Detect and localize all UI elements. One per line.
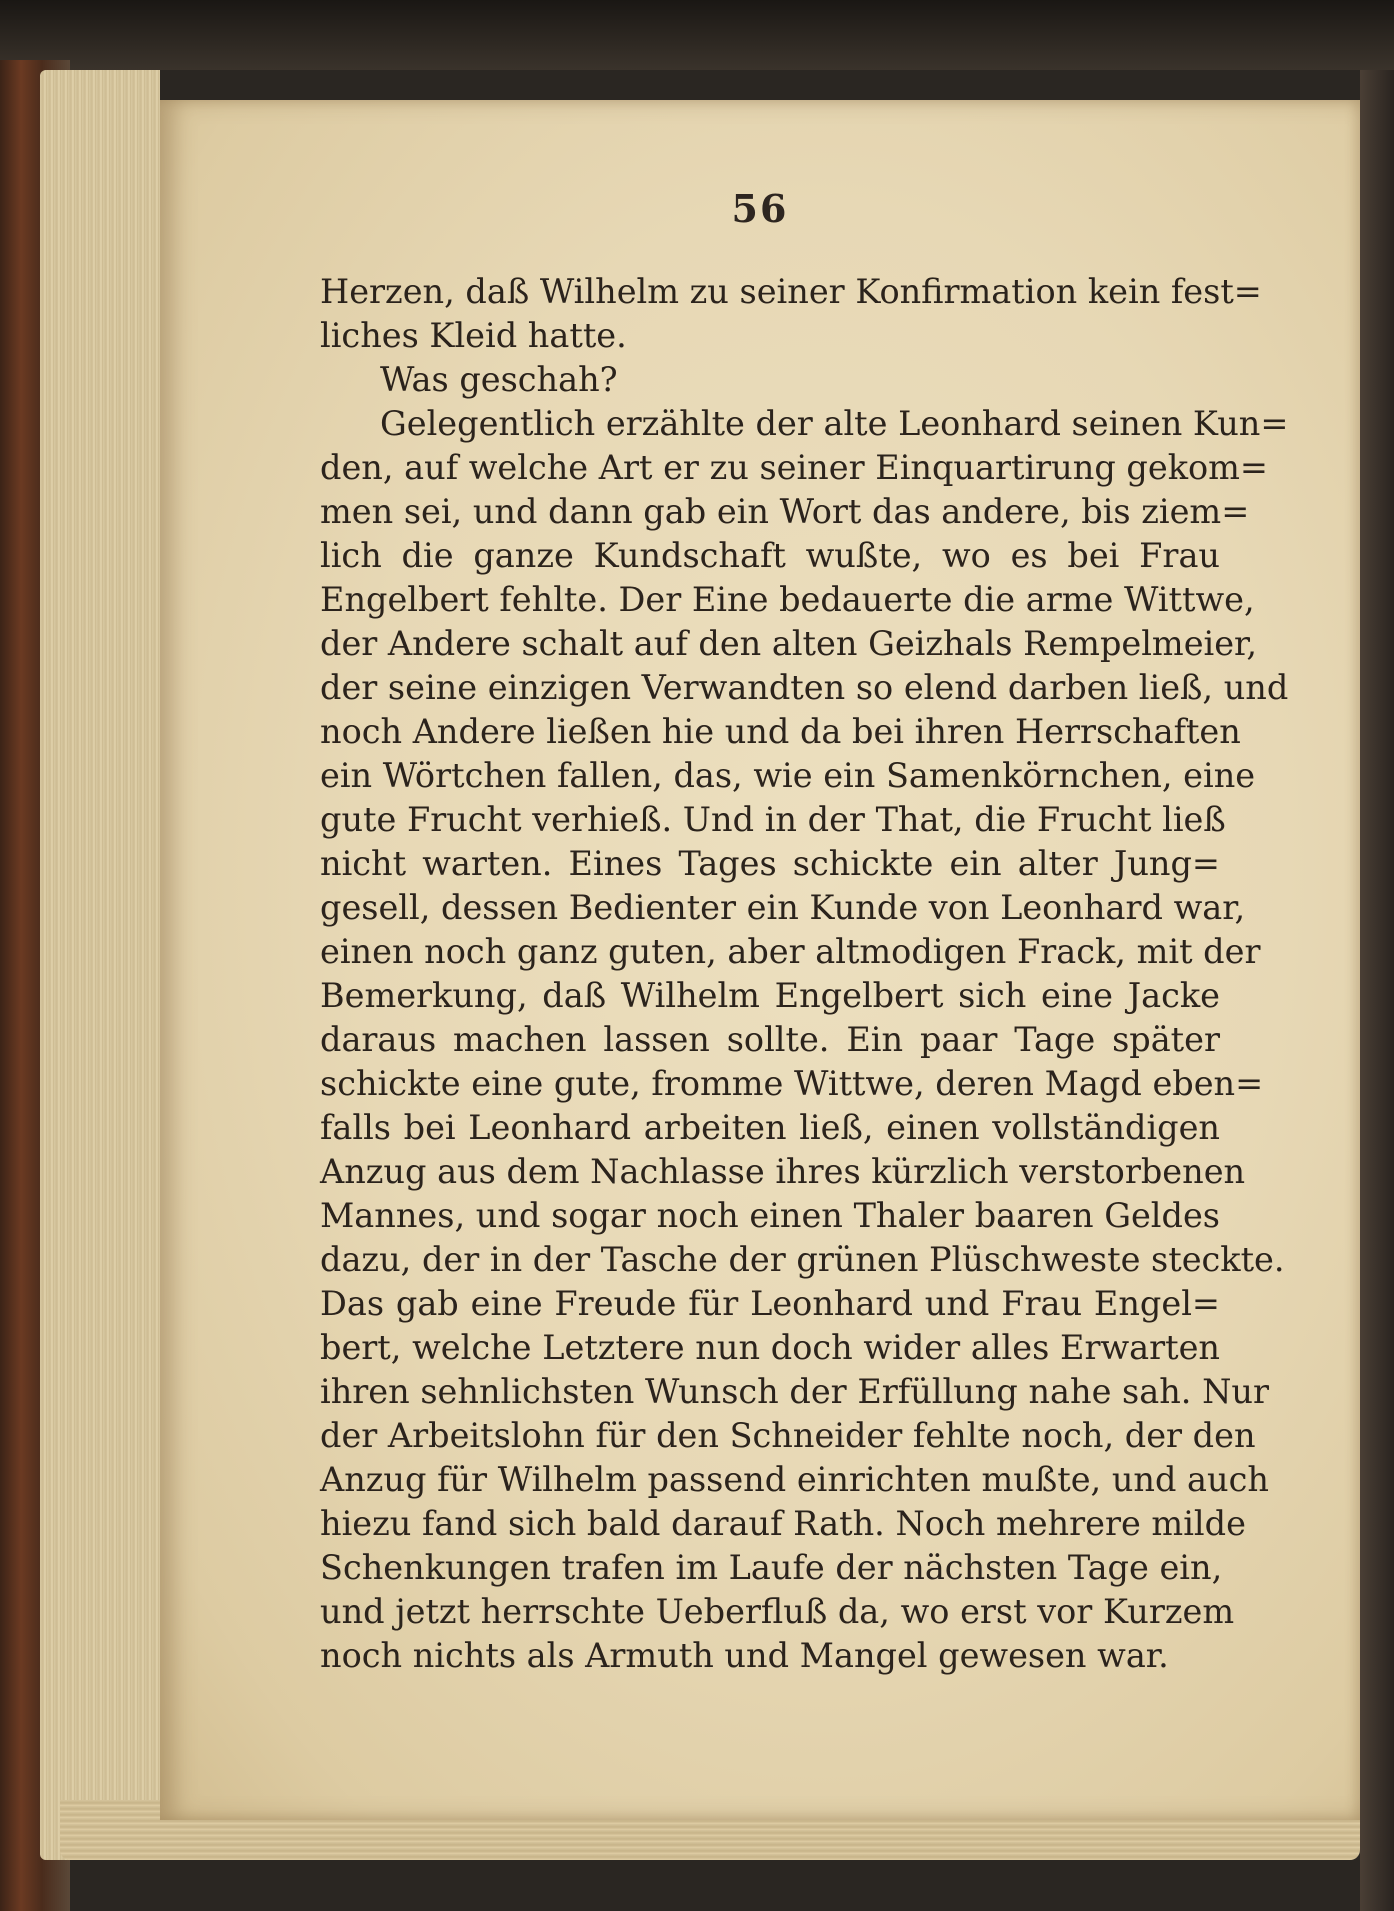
text-line: Gelegentlich erzählte der alte Leonhard seinen Kun=: [380, 404, 1289, 443]
text-line: den, auf welche Art er zu seiner Einquartirung gekom=: [320, 448, 1268, 487]
text-line: Bemerkung, daß Wilhelm Engelbert sich eine Jacke: [320, 976, 1220, 1015]
text-line: liches Kleid hatte.: [320, 316, 627, 355]
text-line: nicht warten. Eines Tages schickte ein alter Jung=: [320, 844, 1220, 883]
text-line: der Andere schalt auf den alten Geizhals Rempelmeier,: [320, 624, 1258, 663]
scan-background: [0, 0, 1394, 70]
text-line: ein Wörtchen fallen, das, wie ein Samenkörnchen, eine: [320, 756, 1256, 795]
text-line: bert, welche Letztere nun doch wider alles Erwarten: [320, 1328, 1220, 1367]
text-line: Schenkungen trafen im Laufe der nächsten Tage ein,: [320, 1548, 1223, 1587]
text-line: hiezu fand sich bald darauf Rath. Noch mehrere milde: [320, 1504, 1246, 1543]
text-line: Anzug für Wilhelm passend einrichten mußte, und auch: [320, 1460, 1269, 1499]
text-line: gesell, dessen Bedienter ein Kunde von Leonhard war,: [320, 888, 1246, 927]
text-line: noch nichts als Armuth und Mangel gewesen war.: [320, 1636, 1169, 1675]
text-line: gute Frucht verhieß. Und in der That, die Frucht ließ: [320, 800, 1226, 839]
text-line: schickte eine gute, fromme Wittwe, deren Magd eben=: [320, 1064, 1264, 1103]
text-line: dazu, der in der Tasche der grünen Plüschweste steckte.: [320, 1240, 1285, 1279]
text-line: Engelbert fehlte. Der Eine bedauerte die arme Wittwe,: [320, 580, 1255, 619]
text-line: Anzug aus dem Nachlasse ihres kürzlich verstorbenen: [320, 1152, 1246, 1191]
text-line: men sei, und dann gab ein Wort das andere, bis ziem=: [320, 492, 1250, 531]
text-line: falls bei Leonhard arbeiten ließ, einen vollständigen: [320, 1108, 1220, 1147]
text-line: Was geschah?: [380, 360, 618, 399]
text-line: noch Andere ließen hie und da bei ihren Herrschaften: [320, 712, 1241, 751]
text-line: ihren sehnlichsten Wunsch der Erfüllung nahe sah. Nur: [320, 1372, 1269, 1411]
text-line: der Arbeitslohn für den Schneider fehlte noch, der den: [320, 1416, 1256, 1455]
body-text: [320, 270, 1289, 1678]
text-line: Mannes, und sogar noch einen Thaler baaren Geldes: [320, 1196, 1220, 1235]
text-line: daraus machen lassen sollte. Ein paar Tage später: [320, 1020, 1220, 1059]
text-line: einen noch ganz guten, aber altmodigen Frack, mit der: [320, 932, 1261, 971]
text-line: lich die ganze Kundschaft wußte, wo es bei Frau: [320, 536, 1220, 575]
scan-right-edge: [1360, 70, 1394, 1911]
page-stack-edge: [40, 70, 160, 1860]
text-line: Herzen, daß Wilhelm zu seiner Konfirmation kein fest=: [320, 272, 1262, 311]
page-number: 56: [731, 186, 789, 231]
book-page: [160, 100, 1360, 1820]
text-line: und jetzt herrschte Ueberfluß da, wo erst vor Kurzem: [320, 1592, 1235, 1631]
text-line: Das gab eine Freude für Leonhard und Frau Engel=: [320, 1284, 1220, 1323]
text-line: der seine einzigen Verwandten so elend darben ließ, und: [320, 668, 1289, 707]
